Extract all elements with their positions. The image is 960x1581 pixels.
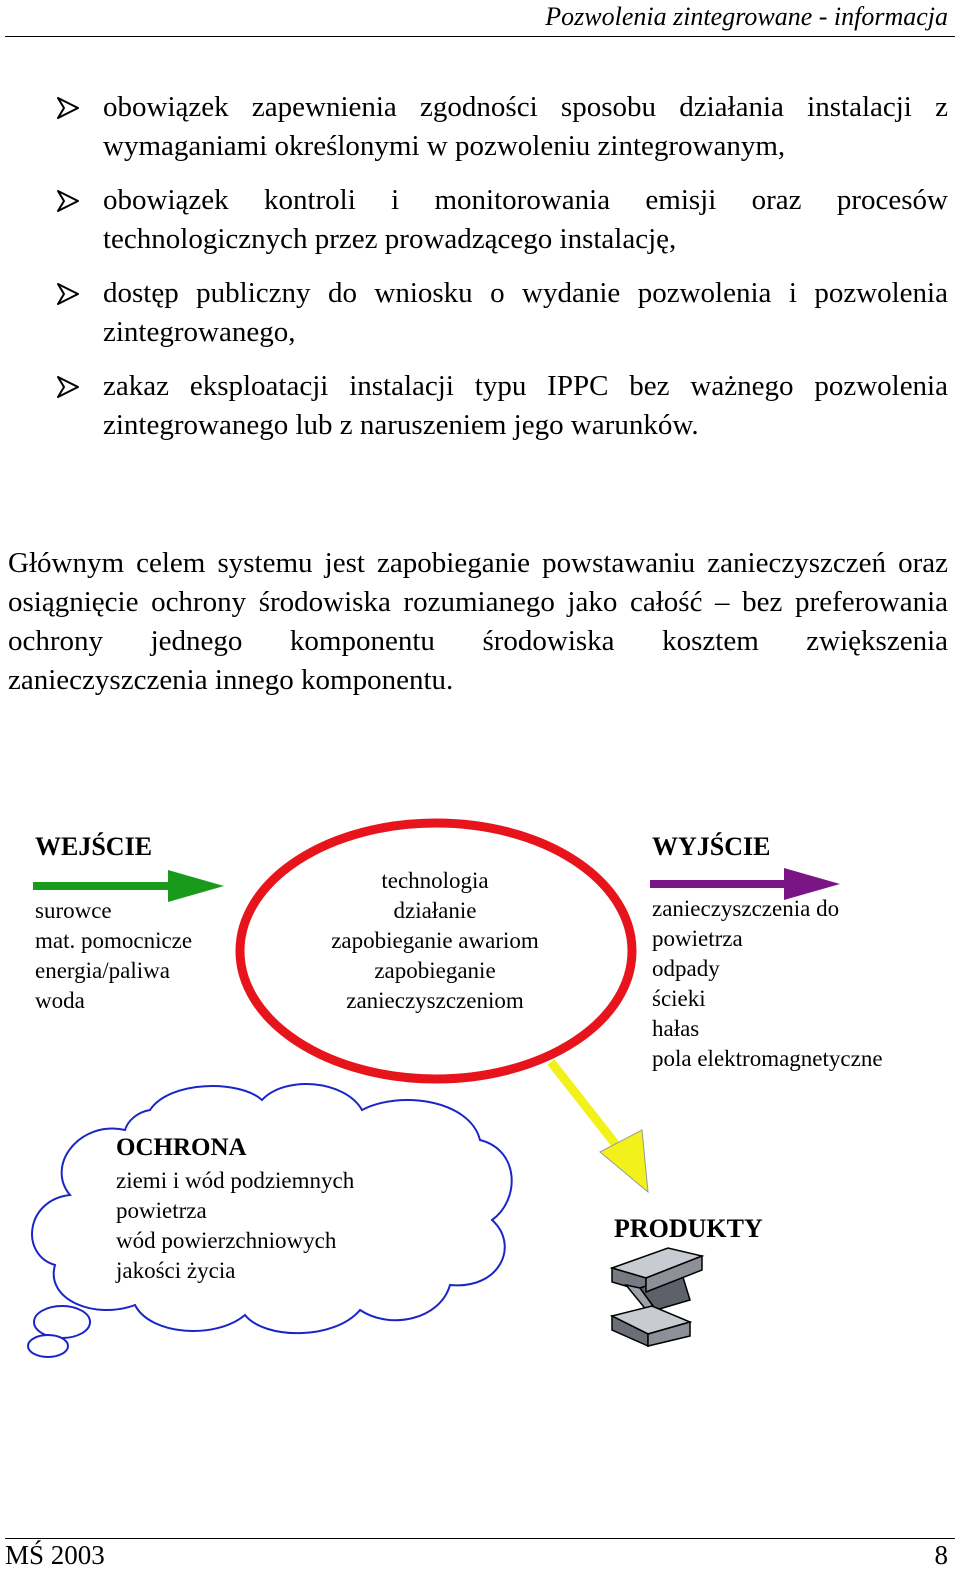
steel-beam-icon xyxy=(612,1248,702,1346)
input-item: mat. pomocnicze xyxy=(35,928,193,953)
output-item: pola elektromagnetyczne xyxy=(652,1046,883,1071)
protection-item: wód powierzchniowych xyxy=(116,1228,337,1253)
arrowhead-bullet-icon xyxy=(55,374,81,400)
protection-item: ziemi i wód podziemnych xyxy=(116,1168,355,1193)
bullet-item xyxy=(55,274,948,352)
bullet-text: dostęp publiczny do wniosku o wydanie pozwolenia i pozwolenia zintegrowanego, xyxy=(103,277,948,348)
bullet-text: obowiązek zapewnienia zgodności sposobu działania instalacji z wymaganiami określonymi w pozwoleniu zintegrowanym, xyxy=(103,91,948,162)
bullet-text: zakaz eksploatacji instalacji typu IPPC bez ważnego pozwolenia zintegrowanego lub z naruszeniem jego warunków. xyxy=(103,370,948,441)
output-item: hałas xyxy=(652,1016,700,1041)
protection-item: powietrza xyxy=(116,1198,207,1223)
protection-list xyxy=(116,1166,354,1286)
main-paragraph: Głównym celem systemu jest zapobieganie powstawaniu zanieczyszczeń oraz osiągnięcie ochrony środowiska rozumianego jako całość – bez preferowania ochrony jednego komponentu środowiska kosztem zwiększenia zanieczyszczenia innego komponentu. xyxy=(8,547,948,696)
input-item: woda xyxy=(35,988,85,1013)
page-number: 8 xyxy=(934,1540,948,1570)
bullet-list xyxy=(55,88,948,460)
output-item: ścieki xyxy=(652,986,706,1011)
arrowhead-bullet-icon xyxy=(55,95,81,121)
output-item: powietrza xyxy=(652,926,743,951)
process-line: zapobieganie xyxy=(374,958,496,983)
bullet-text: obowiązek kontroli i monitorowania emisji oraz procesów technologicznych przez prowadzącego instalację, xyxy=(103,184,948,255)
output-heading: WYJŚCIE xyxy=(652,832,771,861)
products-heading: PRODUKTY xyxy=(614,1214,763,1243)
process-line: zanieczyszczeniom xyxy=(346,988,524,1013)
bullet-item xyxy=(55,88,948,166)
header-divider xyxy=(5,36,955,37)
protection-item: jakości życia xyxy=(116,1258,236,1283)
arrowhead-bullet-icon xyxy=(55,188,81,214)
output-list xyxy=(652,894,883,1074)
products-arrow xyxy=(551,1062,648,1192)
bullet-item xyxy=(55,181,948,259)
input-list xyxy=(35,896,192,1016)
process-description xyxy=(300,866,570,1016)
bullet-item xyxy=(55,367,948,445)
process-line: technologia xyxy=(381,868,489,893)
process-line: zapobieganie awariom xyxy=(331,928,539,953)
input-item: surowce xyxy=(35,898,112,923)
process-line: działanie xyxy=(393,898,477,923)
footer-divider xyxy=(5,1538,955,1539)
input-item: energia/paliwa xyxy=(35,958,170,983)
page-header-title: Pozwolenia zintegrowane - informacja xyxy=(545,2,948,31)
output-item: zanieczyszczenia do xyxy=(652,896,840,921)
protection-heading: OCHRONA xyxy=(116,1134,247,1161)
arrowhead-bullet-icon xyxy=(55,281,81,307)
input-heading: WEJŚCIE xyxy=(35,832,153,861)
footer-author-year: MŚ 2003 xyxy=(5,1540,105,1570)
output-item: odpady xyxy=(652,956,720,981)
